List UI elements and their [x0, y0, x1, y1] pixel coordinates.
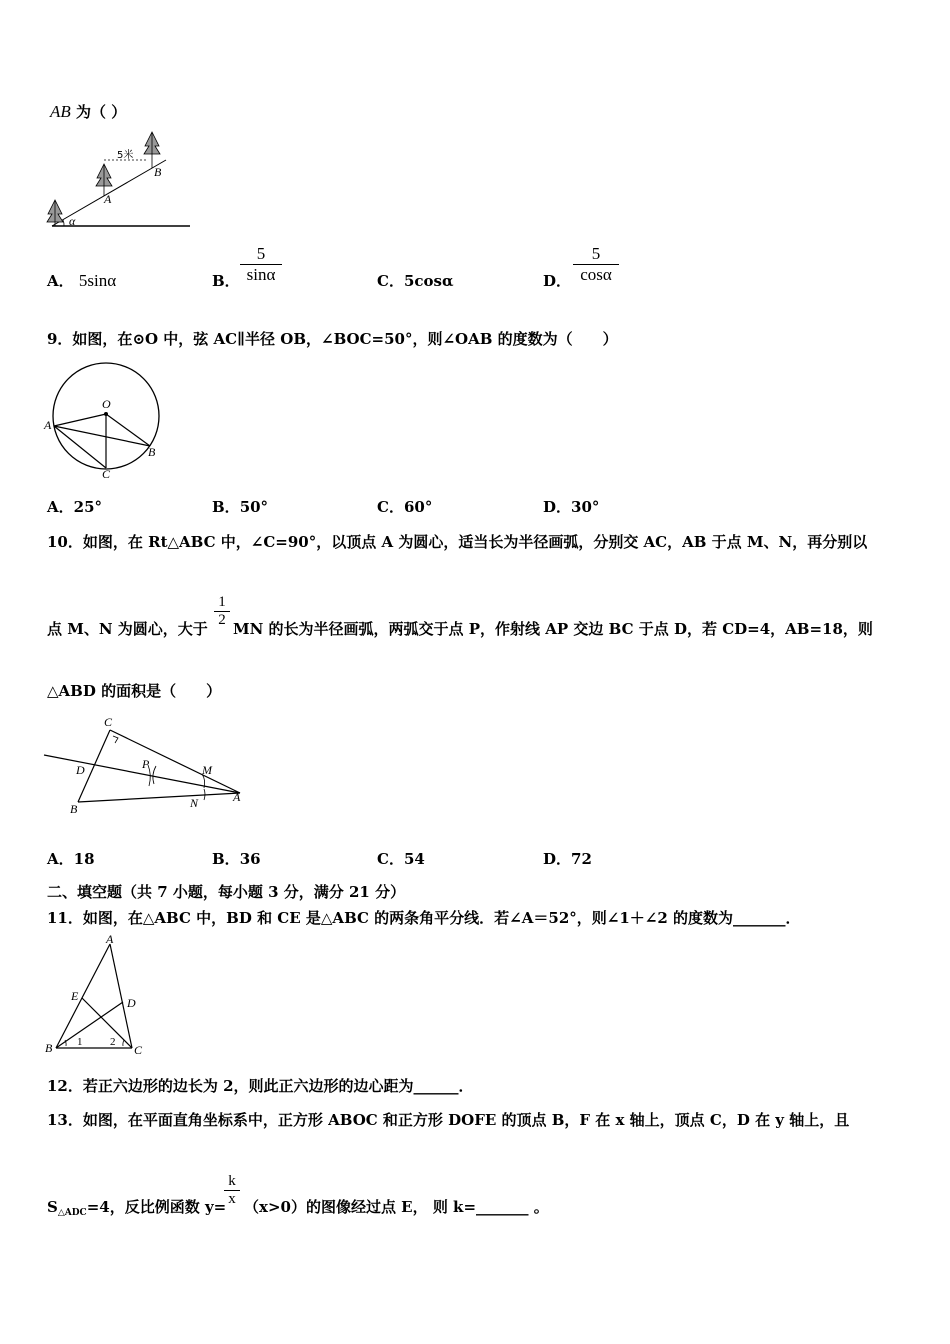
q10-option-c [377, 850, 425, 868]
q11-point-d: D [127, 996, 136, 1010]
q8-distance-label: 5米 [117, 150, 134, 161]
q11-point-a: A [106, 932, 114, 946]
q8-option-d-fraction [573, 244, 619, 285]
option-letter: D． [543, 850, 572, 868]
q11-point-c: C [134, 1043, 143, 1057]
q9-option-b [212, 498, 268, 516]
q13-question-line1: 13．如图，在平面直角坐标系中，正方形 ABOC 和正方形 DOFE 的顶点 B，F 在 x 轴上，顶点 C，D 在 y 轴上，且 [47, 1111, 850, 1129]
q10-point-d: D [76, 763, 85, 777]
q8-point-b: B [154, 165, 162, 179]
q9-point-b: B [148, 445, 156, 459]
q11-point-b: B [45, 1041, 53, 1055]
q8-option-c [377, 272, 454, 290]
q10-question-line1: 10．如图，在 Rt△ABC 中，∠C=90°，以顶点 A 为圆心，适当长为半径画弧，分别交 AC，AB 于点 M、N，再分别以 [47, 533, 868, 551]
q8-ab-math: AB [50, 102, 71, 121]
q13-question-line2a [47, 1198, 226, 1222]
fraction-denominator: 2 [218, 612, 226, 628]
q8-option-b-fraction [240, 244, 282, 285]
fraction-denominator: x [228, 1191, 236, 1207]
q8-angle-label: α [69, 214, 76, 228]
fraction-numerator: 1 [218, 594, 226, 610]
option-text: 60° [403, 498, 433, 516]
q9-option-c [377, 498, 432, 516]
option-letter: A． [47, 850, 74, 868]
option-letter: C． [377, 850, 404, 868]
q9-point-o: O [102, 397, 111, 411]
option-text: 5cosα [403, 272, 454, 290]
option-letter: B． [212, 498, 240, 516]
q9-point-a: A [44, 418, 52, 432]
q9-point-c: C [102, 467, 111, 481]
q8-option-d-letter: D． [543, 272, 572, 290]
q11-angle-2: 2 [110, 1036, 116, 1048]
option-letter: A． [47, 272, 74, 290]
q9-question: 9．如图，在⊙O 中，弦 AC∥半径 OB，∠BOC=50°，则∠OAB 的度数为（ ） [47, 330, 618, 348]
q9-circle-figure [44, 356, 168, 480]
option-text: 5sinα [78, 271, 117, 290]
option-text: 25° [73, 498, 103, 516]
fraction-numerator: 5 [256, 244, 266, 263]
q9-option-d [543, 498, 599, 516]
q11-angle-1: 1 [77, 1036, 83, 1048]
q8-option-b-letter: B． [212, 272, 240, 290]
fraction-denominator: cosα [580, 265, 612, 284]
q13-k-over-x-fraction [224, 1173, 240, 1208]
q13-text-part: =4，反比例函数 y= [86, 1198, 227, 1216]
q8-tail-text: 为（ ） [76, 103, 127, 121]
q10-point-p: P [142, 757, 150, 771]
option-letter: C． [377, 272, 404, 290]
q8-question-tail [50, 103, 126, 121]
option-letter: D． [543, 498, 572, 516]
q9-option-a [47, 498, 102, 516]
q10-question-line2a: 点 M、N 为圆心，大于 [47, 620, 208, 638]
q10-half-fraction [214, 594, 230, 629]
q10-triangle-figure [44, 712, 250, 820]
option-text: 18 [73, 850, 95, 868]
q11-point-e: E [71, 989, 79, 1003]
q8-point-a: A [104, 192, 112, 206]
q10-point-m: M [202, 763, 212, 777]
option-text: 54 [403, 850, 425, 868]
q13-question-line2b: （x>0）的图像经过点 E， 则 k=_______ 。 [244, 1198, 549, 1216]
option-letter: C． [377, 498, 404, 516]
q10-point-n: N [190, 796, 199, 810]
q10-option-b [212, 850, 261, 868]
q10-option-d [543, 850, 592, 868]
q11-triangle-figure [44, 934, 152, 1058]
tree-icon [47, 200, 63, 226]
q10-question-line2b: MN 的长为半径画弧，两弧交于点 P，作射线 AP 交边 BC 于点 D，若 CD=4，AB=18，则 [233, 620, 873, 638]
section-heading: 二、填空题（共 7 小题，每小题 3 分，满分 21 分） [47, 883, 406, 901]
q12-question: 12．若正六边形的边长为 2，则此正六边形的边心距为______． [47, 1077, 474, 1095]
q8-slope-figure [44, 130, 194, 230]
option-text: 72 [571, 850, 592, 868]
fraction-denominator: sinα [246, 265, 276, 284]
tree-icon [144, 132, 160, 168]
q10-point-c: C [104, 715, 113, 729]
option-text: 36 [239, 850, 261, 868]
fraction-numerator: k [228, 1173, 236, 1189]
fraction-numerator: 5 [591, 244, 601, 263]
area-subscript: △ADC [57, 1208, 87, 1218]
q10-point-a: A [233, 790, 241, 804]
q10-option-a [47, 850, 95, 868]
option-letter: B． [212, 850, 240, 868]
option-text: 30° [571, 498, 600, 516]
q8-option-a [47, 272, 116, 290]
option-letter: A． [47, 498, 74, 516]
q10-point-b: B [70, 802, 78, 816]
option-text: 50° [239, 498, 269, 516]
q10-question-line3: △ABD 的面积是（ ） [47, 682, 222, 700]
area-symbol: S [47, 1198, 58, 1216]
q11-question: 11．如图，在△ABC 中，BD 和 CE 是△ABC 的两条角平分线．若∠A＝52°，则∠1＋∠2 的度数为_______． [47, 909, 801, 927]
